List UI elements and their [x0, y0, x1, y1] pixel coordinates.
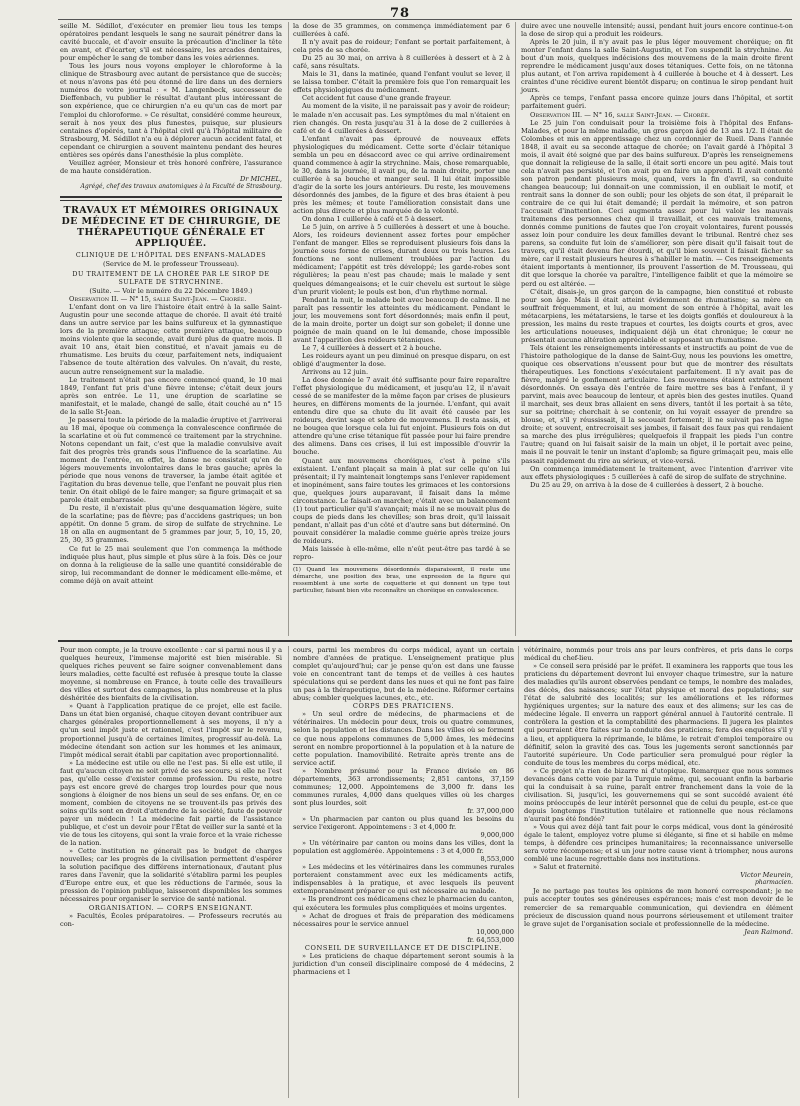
paragraph: » Ce conseil sera présidé par le préfet. Il examinera les rapports que tous les praticiens du département devront lui envoyer chaque trimestre, sur la nature des maladies qu'ils auront observées pendant ce temps, le nombre des malades, des décès, des naissances; sur l'état physique et moral des populations; sur l'état de salubrité des localités; sur les améliorations et les réformes hygiéniques urgentes; sur la nature des eaux et des alimens; sur les cas de médecine légale. Il enverra un rapport général annuel à l'autorité centrale. Il contrôlera la gestion et la comptabilité des pharmaciens. Il jugera les plaintes qui pourraient être faites sur la conduite des praticiens; fera des enquêtes s'il y a lieu, et appliquera la réprimande, le blâme, le retrait d'emploi temporaire ou définitif, selon la gravité des cas. Tous les jugements seront sanctionnés par l'autorité supérieure. Un Code particulier sera promulgué pour régler la conduite de tous les membres du corps médical, etc. — [524, 662, 793, 767]
paragraph: Arrivons au 12 juin. — [302, 368, 369, 377]
paragraph: la dose de 35 grammes, on commença immédiatement par 6 cuillerées à café. — [293, 22, 510, 39]
paragraph: Il n'y avait pas de roideur; l'enfant se portait parfaitement, à cela près de sa chorée. — [293, 38, 510, 55]
continued-note: (Suite. — Voir le numéro du 22 Décembre 1849.) — [89, 287, 253, 296]
paragraph: Au moment de la visite, il ne paraissait pas y avoir de roideur; le malade n'en accusait pas. Les symptômes du mal n'étaient en rien changés. On resta jusqu'au 31 à la dose de 2 cuillerées à café et de 4 cuillerées à dessert. — [293, 102, 510, 135]
top-rule — [58, 19, 792, 20]
footnote: (1) Quand les mouvemens désordonnés disparaissent, il reste une démarche, une position des bras, une expression de la figure qui ressemblent à une sorte de coquetterie et qui donnent un type tout particulier, faisant bien vite reconnaître un choréique en convalescence. — [293, 564, 510, 595]
paragraph: Les roideurs ayant un peu diminué on presque disparu, on est obligé d'augmenter la dose. — [293, 351, 510, 368]
paragraph: Le traitement n'était pas encore commencé quand, le 10 mai 1849, l'enfant fut pris d'une fièvre intense; c'était deux jours après son entrée. Le 11, une éruption de scarlatine se manifestait, et le malade, changé de salle, était couché au n° 15 de la salle St-Jean. — [60, 375, 282, 416]
paragraph: » Vous qui avez déjà tant fait pour le corps médical, vous dont la générosité égale le talent, employez votre plume si élégante, si fine et si habile en même temps, à défendre ces principes humanitaires; la reconnaissance universelle sera votre récompense; et si un jour notre cause vient à triompher, nous aurons comblé une lacune regrettable dans nos institutions. — [524, 823, 793, 864]
paragraph: On donna 1 cuillerée à café et 5 à dessert. — [302, 215, 444, 224]
lower-column-2 — [288, 646, 514, 1098]
paragraph: duire avec une nouvelle intensité; aussi, pendant huit jours encore continue-t-on la dose de sirop qui a produit les roideurs. — [521, 22, 793, 39]
budget-value: fr. 37,000,000 — [467, 806, 514, 815]
paragraph: Le 7, 4 cuillerées à dessert et 2 à bouche. — [302, 343, 442, 352]
page-number: 78 — [389, 6, 411, 21]
budget-total-row — [293, 936, 514, 944]
paragraph: » Ce projet n'a rien de bizarre ni d'utopique. Remarquez que nous sommes devancés dans cette voie par la Turquie même, qui, secouant enfin la barbarie qui la conduisait à sa ruine, paraît entrer franchement dans la voie de la civilisation. Si, jusqu'ici, les gouvernemens qui se sont succédé avaient été moins préoccupés de leur intérêt personnel que de celui du peuple, est-ce que depuis longtemps l'institution tutélaire et rationnelle que nous réclamons n'aurait pas été fondée? — [524, 766, 793, 823]
paragraph: Du reste, il n'existait plus qu'une desquamation légère, suite de la scarlatine; pas de fièvre; pas d'accidens gastriques; un bon appétit. On donne 5 gram. de sirop de sulfate de strychnine. Le 18 on alla en augmentant de 5 grammes par jour, 5, 10, 15, 20, 25, 30, 35 grammes. — [60, 504, 282, 545]
budget-row — [293, 807, 514, 815]
paragraph: Le 5 juin, on arrive à 5 cuillerées à dessert et une à bouche. Alors, les roideurs deviennent assez fortes pour empêcher l'enfant de manger. Elles se reproduisent plusieurs fois dans la journée sous forme de crises, durant deux ou trois heures. Les fonctions ne sont nullement troublées par l'action du médicament; l'appétit est très développé; les garde-robes sont régulières; la peau n'est pas chaude; mais le malade y sent quelques démangeaisons; et le cuir chevelu est surtout le siège d'un prurit violent; le pouls est bon, d'un rhythme normal. — [293, 223, 510, 296]
column-2 — [288, 22, 510, 636]
paragraph: Je passerai toute la période de la maladie éruptive et j'arriverai au 18 mai, époque où commença la convalescence confirmée de la scarlatine et où fut commencé ce traitement par la strychnine. Notons cependant un fait, c'est que la maladie convulsive avait fait des progrès très grands sous l'influence de la scarlatine. Au moment de l'entrée, en effet, la danse ne consistait qu'en de légers mouvements involontaires dans le bras gauche; après la période que nous venons de traverser, la jambe était agitée et l'agitation du bras devenue telle, que l'enfant ne pouvait plus rien tenir. On était obligé de le faire manger; sa figure grimaçait et sa parole était embarrassée. — [60, 415, 282, 505]
paragraph: cours, parmi les membres du corps médical, ayant un certain nombre d'années de pratique. L'enseignement pratique plus complet qu'aujourd'hui; car je pense qu'on est dans une fausse voie en concentrant tant de temps et de veilles à ces hautes spéculations qui se perdent dans les nues et qui ne font pas faire un pas à la thérapeutique, but de la médecine. Réformer certains abus; combler quelques lacunes, etc., etc. — [293, 646, 514, 703]
paragraph: seille M. Sédillot, d'exécuter en premier lieu tous les temps opératoires pendant lesquels le sang ne saurait pénétrer dans la cavité buccale, et d'avoir ensuite la précaution d'incliner la tête en avant, et d'écarter, s'il est nécessaire, les arcades dentaires, pour empêcher le sang de tomber dans les voies aériennes. — [60, 22, 282, 63]
organisation-heading: ORGANISATION. — CORPS ENSEIGNANT. — [88, 903, 254, 912]
paragraph: Quant aux mouvemens choréiques, c'est à peine s'ils existaient. L'enfant plaçait sa main à plat sur celle qu'on lui présentait; il l'y maintenait longtemps sans l'enlever rapidement et inopinément, sans faire toutes les grimaces et les contorsions que, quelques jours auparavant, il faisait dans la même circonstance. Le faisait-on marcher, c'était avec un balancement (1) tout particulier qu'il s'avançait; mais il ne se mouvait plus de coups de pieds dans les chevilles; son bras droit, qu'il laissait pendant, n'allait pas d'un côté et d'autre sans but déterminé. On pouvait considérer la maladie comme guérie après treize jours de roideurs. — [293, 456, 510, 545]
paragraph: Cet accident fut cause d'une grande frayeur. — [302, 94, 452, 103]
paragraph: Pendant la nuit, le malade boit avec beaucoup de calme. Il ne paraît pas ressentir les atteintes du médicament. Pendant le jour, les mouvemens sont fort désordonnés; mais enfin il peut, de la main droite, porter un doigt sur son gobelet; il donne une poignée de main quand on le lui demande, chose impossible avant l'apparition des roideurs tétaniques. — [293, 295, 510, 344]
paragraph: Tels étaient les renseignements intéressants et instructifs au point de vue de l'histoire pathologique de la danse de Saint-Guy, nous les pouvions les omettre, quoique ces observations n'eussent pour but que de montrer des résultats thérapeutiques. Les fonctions s'exécutaient parfaitement. Il n'y avait pas de fièvre, malgré le gonflement articulaire. Les mouvemens étaient extrêmement désordonnés. On essaya dès l'entrée de faire mettre ses bas à l'enfant, il y parvint, mais avec beaucoup de lenteur, et après bien des gestes inutiles. Quand il marchait, ses deux bras allaient en sens divers, tantôt il les portait à sa tête, sur sa poitrine; cherchait à se contenir, on lui voyait essayer de prendre sa blouse, et, s'il y réussissait, il la secouait fortement; il ne suivait pas la ligne droite; et souvent, entrecroisait ses jambes, il faisait des faux pas qui rendaient sa marche des plus irrégulières; quelquefois il frappait les pieds l'un contre l'autre; quand on lui faisait saisir de la main un objet, il le portait avec peine, mais il ne pouvait le tenir un instant d'aplomb; sa figure grimaçait peu, mais elle passait rapidement du rire au sérieux, et vice-versâ. — [521, 343, 793, 465]
paragraph: Du 25 au 29, on arriva à la dose de 4 cuillerées à dessert, 2 à bouche. — [530, 480, 764, 489]
paragraph: » Cette institution ne génerait pas le budget de charges nouvelles; car les progrès de la civilisation permettent d'espérer la solution pacifique des différens internationaux, d'autant plus rares dans l'avenir, que la solidarité s'établira parmi les peuples d'Europe entre eux, et que les réductions de l'armée, sous la pression de l'opinion publique, laisseront disponibles les sommes nécessaires pour organiser le service de santé national. — [60, 847, 282, 904]
article-title: DU TRAITEMENT DE LA CHORÉE PAR LE SIROP DE SULFATE DE STRYCHNINE. — [72, 271, 270, 287]
paragraph: L'enfant n'avait pas éprouvé de nouveaux effets physiologiques du médicament. Cette sorte d'éclair tétanique sembla un peu en désaccord avec ce qui arrive ordinairement quand commence à agir la strychnine. Mais, chose remarquable, le 30, dans la journée, il avait pu, de la main droite, porter une cuillerée à sa bouche et manger seul. Il lui était impossible d'agir de la sorte les jours antérieurs. Du reste, les mouvemens désordonnés des jambes, de la figure et des bras étaient à peu près les mêmes; et toute l'amélioration consistait dans une action plus directe et plus marquée de la volonté. — [293, 134, 510, 216]
paragraph: » La médecine est utile ou elle ne l'est pas. Si elle est utile, il faut qu'aucun citoyen ne soit privé de ses secours; si elle ne l'est pas, qu'elle cesse d'exister comme profession. Du reste, notre pays est encore grevé de charges trop lourdes pour que nous songions à éloigner de nos biens un seul de ses enfans. Or, en ce moment, combien de citoyens ne se trouvent-ils pas privés des soins qu'ils sont en droit d'attendre de la société, faute de pouvoir payer un médecin ! La médecine fait partie de l'assistance publique, et c'est un devoir pour l'État de veiller sur la santé et la vie de tous les citoyens, qui sont la vraie force et la vraie richesse de la nation. — [60, 758, 282, 848]
budget-row — [293, 928, 514, 936]
budget-value: 9,000,000 — [480, 831, 514, 840]
section-divider — [60, 196, 282, 198]
paragraph: » Les médecins et les vétérinaires dans les communes rurales porteraient constamment avec eux les médicaments actifs, indispensables à la pratique, et avec lesquels ils peuvent extemporanément préparer ce qui est nécessaire au malade. — [293, 863, 514, 896]
budget-item: » Un pharmacien par canton ou plus quand les besoins du service l'exigeront. Appointemens : 3 et 4,000 fr. — [293, 814, 514, 832]
budget-item: » Nombre présumé pour la France divisée en 86 départements, 363 arrondissements; 2,851 cantons, 37,159 communes; 12,000. Appointemens de 3,000 fr. dans les communes rurales, 4,000 dans quelques villes où les charges sont plus lourdes, soit — [293, 766, 514, 807]
paragraph: Après ce temps, l'enfant passa encore quinze jours dans l'hôpital, et sortit parfaitement guéri. — [521, 94, 793, 111]
section-divider — [60, 200, 282, 201]
corps-heading: CORPS DES PRATICIENS. — [352, 702, 455, 711]
paragraph: Du 25 au 30 mai, on arriva à 8 cuillerées à dessert et à 2 à café, sans résultats. — [293, 54, 510, 71]
budget-total: fr. 64,553,000 — [467, 935, 514, 944]
column-3 — [515, 22, 793, 636]
budget-row — [293, 831, 514, 839]
paragraph: » Ils prendront ces médicamens chez le pharmacien du canton, qui exécutera les formules plus compliquées et moins urgentes. — [293, 895, 514, 912]
budget-value: 10,000,000 — [476, 927, 514, 936]
paragraph: Je ne partage pas toutes les opinions de mon honoré correspondant; je ne puis accepter toutes ses généreuses espérances; mais c'est mon devoir de le remercier de sa remarquable communication, qui deviendra en élément précieux de discussion quand nous pourrons sérieusement et utilement traiter le grave sujet de l'organisation sociale et professionnelle de la médecine. — [524, 887, 793, 928]
observation-heading: Observation III. — N° 16, salle Saint-Jean. — Chorée. — [530, 110, 710, 119]
paragraph: C'était, disais-je, un gros garçon de la campagne, bien constitué et robuste pour son âge. Mais il était atteint évidemment de rhumatisme; sa mère en souffrait fréquemment, et lui, au moment de son entrée à l'hôpital, avait les métacarpiens, les métatarsiens, le tarse et les doigts gonflés et douloureux à la pression, les mains du reste trapues et courtes, les doigts courts et gros, avec les articulations noueuses, indiquaient déjà un état chronique; le cœur ne présentait aucune altération appréciable et supposant un rhumatisme. — [521, 287, 793, 344]
clinic-heading: CLINIQUE DE L'HÔPITAL DES ENFANS-MALADES — [75, 251, 267, 259]
paragraph: Après le 20 juin, il n'y avait pas le plus léger mouvement choréique; on fit monter l'enfant dans la salle Saint-Augustin, et l'on suspendit la strychnine. Au bout d'un mois, quelques indécisions des mouvemens de la main droite firent reprendre le médicament jusqu'aux doses tétaniques. Cette fois, on ne tâtonna plus autant, et l'on arriva rapidement à 4 cuillerée à bouche et 4 à dessert. Les craintes d'une récidive eurent bientôt disparu; on continua le sirop pendant huit jours. — [521, 38, 793, 95]
paragraph: L'enfant dont on va lire l'histoire était entré à la salle Saint-Augustin pour une seconde attaque de chorée. Il avait été traité dans un autre service par les bains sulfureux et la gymnastique lors de la première attaque; cette première attaque, beaucoup moins violente que la seconde, avait duré plus de quatre mois. Il avait 10 ans, était bien constitué, et n'avait jamais eu de rhumatisme. Les bruits du cœur, parfaitement nets, indiquaient l'absence de toute altération des valvules. On n'avait, du reste, aucun autre renseignement sur la maladie. — [60, 303, 282, 376]
budget-row — [293, 855, 514, 863]
paragraph: On commença immédiatement le traitement, avec l'intention d'arriver vite aux effets physiologiques : 5 cuillerées à café de sirop de sulfate de strychnine. — [521, 464, 793, 481]
paragraph: » Un seul ordre de médecins, de pharmaciens et de vétérinaires. Un médecin pour deux, trois ou quatre communes, selon la population et les distances. Dans les villes où se forment ce que nous appelons communes de 5,000 âmes, les médecins seront en nombre proportionnel à la population et à la nature de cette population. Inamovibilité. Retraite après trente ans de service actif. — [293, 710, 514, 767]
signature: Dr MICHEL, — [240, 174, 282, 183]
signature: Jean Raimond. — [744, 927, 793, 936]
paragraph: Mais le 31, dans la matinée, quand l'enfant voulut se lever, il se laissa tomber. C'était la première fois que l'on remarquait les effets physiologiques du médicament. — [293, 70, 510, 95]
paragraph: » Salut et fraternité. — [533, 863, 602, 872]
budget-item: » Un vétérinaire par canton ou moins dans les villes, dont la population est agglomérée. Appointemens : 3 et 4,000 fr. — [293, 839, 514, 856]
paragraph: Tous les jours nous voyons employer le chloroforme à la clinique de Strasbourg avec autant de persistance que de succès; et nous n'avons pas été peu étonné de lire dans un des derniers numéros de votre journal : « M. Langenbeck, successeur de Dieffenbach, vu publier le résultat d'autant plus intéressant de son expérience, que ce chirurgien n'a eu qu'un cas de mort par l'emploi du chloroforme. » Ce résultat, considéré comme heureux, serait à nos yeux des plus funestes, puisque, sur plusieurs centaines d'opérés, tant à l'hôpital civil qu'à l'hôpital militaire de Strasbourg, M. Sédillot n'a eu à déplorer aucun accident fatal, et cependant ce chirurgien a souvent maintenu pendant des heures entières ses opérés dans l'anesthésie la plus complète. — [60, 62, 282, 159]
middle-rule — [58, 640, 792, 642]
lower-column-3 — [518, 646, 793, 1098]
service-heading: (Service de M. le professeur Trousseau). — [102, 259, 240, 268]
column-1 — [60, 22, 282, 636]
budget-item: » Achat de drogues et frais de préparation des médicamens nécessaires pour le service annuel — [293, 911, 514, 928]
signature: Victor Meurein, — [740, 871, 793, 880]
lower-column-1 — [60, 646, 282, 1098]
paragraph: Pour mon compte, je la trouve excellente : car si parmi nous il y a quelques heureux, l'immense majorité est bien misérable. Si quelques riches peuvent se faire soigner convenablement dans leurs maladies, cette faculté est refusée à presque toute la classe moyenne, si nombreuse en France, à toute celle des travailleurs des villes et surtout des campagnes, la plus nombreuse et la plus déshéritée des bienfaits de la civilisation. — [60, 646, 282, 703]
section-title: TRAVAUX ET MÉMOIRES ORIGINAUX DE MÉDECINE ET DE CHIRURGIE, DE THÉRAPEUTIQUE GÉNÉRALE ET APPLIQUÉE. — [61, 204, 281, 249]
paragraph: vétérinaire, nommés pour trois ans par leurs confrères, et pris dans le corps médical du chef-lieu. — [524, 646, 793, 663]
paragraph: » Facultés, Écoles préparatoires. — Professeurs recrutés au con- — [60, 911, 282, 928]
paragraph: La dose donnée le 7 avait été suffisante pour faire reparaître l'effet physiologique du médicament, et jusqu'au 12, il n'avait cessé de se manifester de la même façon par crises de plusieurs heures, en différens moments de la journée. L'enfant, qui avait entendu dire que sa chute du lit avait été causée par les roideurs, devint sage et sobre de mouvemens. Il resta assis, et ne bougea que lorsque cela lui fut enjoint. Plusieurs fois on dut attendre qu'une crise tétanique fût passée pour lui faire prendre des alimens. Dans ces crises, il lui est impossible d'ouvrir la bouche. — [293, 376, 510, 457]
paragraph: Ce fut le 25 mai seulement que l'on commença la méthode indiquée plus haut, plus simple et plus sûre à la fois. Dès ce jour on donna à la religieuse de la salle une quantité considérable de sirop, lui recommandant de donner le médicament elle-même, et comme déjà on avait atteint — [60, 544, 282, 585]
conseil-heading: CONSEIL DE SURVEILLANCE ET DE DISCIPLINE. — [304, 943, 503, 952]
observation-heading: Observation II. — N° 15, salle Saint-Jean. — Chorée. — [69, 295, 247, 304]
paragraph: Le 25 juin l'on conduisait pour la troisième fois à l'hôpital des Enfans-Malades, et pour la même maladie, un gros garçon âgé de 13 ans 1/2. Il était de Colombes et mis en apprentissage chez un cordonnier de Rueil. Dans l'année 1848, il avait eu sa seconde attaque de chorée; on l'avait gardé à l'hôpital 3 mois, il avait été soigné que par des bains sulfureux. D'après les renseignemens que donnait la religieuse de la salle, il était sorti encore un peu agité. Mais tout cela n'avait pas persisté, et l'on avait pu en faire un apprenti. Il avait contenté son patron pendant plusieurs mois, quand, vers la fin d'avril, sa conduite changea beaucoup; lui donnait-on une commission, il en oubliait le motif, et rentrait sans la donner de son oubli; pour les objets de son état, il préparait le contraire de ce qui lui était demandé; il perdait la mémoire, et son patron l'accusait d'inattention. Ceci augmenta assez pour lui valoir les mauvais traitemens des personnes chez qui il travaillait, et ces mauvais traitemens, donnés comme punitions de fautes que l'on croyait volontaires, furent poussés assez loin pour conduire les deux familles devant le tribunal. Rentré chez ses parens, sa conduite fut loin de s'améliorer, son père disait qu'il faisait tout de travers, qu'il était devenu fier étourdi, et qu'il bien souvent il faisait fâcher sa mère, car il restait plusieurs heures à s'habiller le matin. — Ces renseignements étaient importants à mentionner, ils prouvent l'assertion de M. Trousseau, qui dit que lorsque la chorée va paraître, l'intelligence faiblit et que la mémoire se perd ou est altérée. — — [521, 118, 793, 288]
signature-title: pharmacien. — [754, 879, 793, 887]
signature-title: Agrégé, chef des travaux anatomiques à la Faculté de Strasbourg. — [80, 182, 282, 190]
paragraph: Veuillez agréer, Monsieur et très honoré confrère, l'assurance de ma haute considération. — [60, 158, 282, 175]
paragraph: » Quant à l'application pratique de ce projet, elle est facile. Dans un état bien organisé, chaque citoyen devant contribuer aux charges générales proportionnellement à ses moyens, il n'y a qu'un seul impôt juste et rationnel, c'est l'impôt sur le revenu, proportionnel jusqu'à de certaines limites, progressif au-delà. La médecine étendant son action sur les hommes et les animaux, l'impôt médical serait établi par capitation avec proportionnalité. — [60, 702, 282, 759]
budget-value: 8,553,000 — [480, 855, 514, 864]
paragraph: Mais laissée à elle-même, elle n'eût peut-être pas tardé à se repro- — [293, 545, 510, 562]
paragraph: » Les praticiens de chaque département seront soumis à la juridiction d'un conseil disciplinaire composé de 4 médecins, 2 pharmaciens et 1 — [293, 951, 514, 976]
